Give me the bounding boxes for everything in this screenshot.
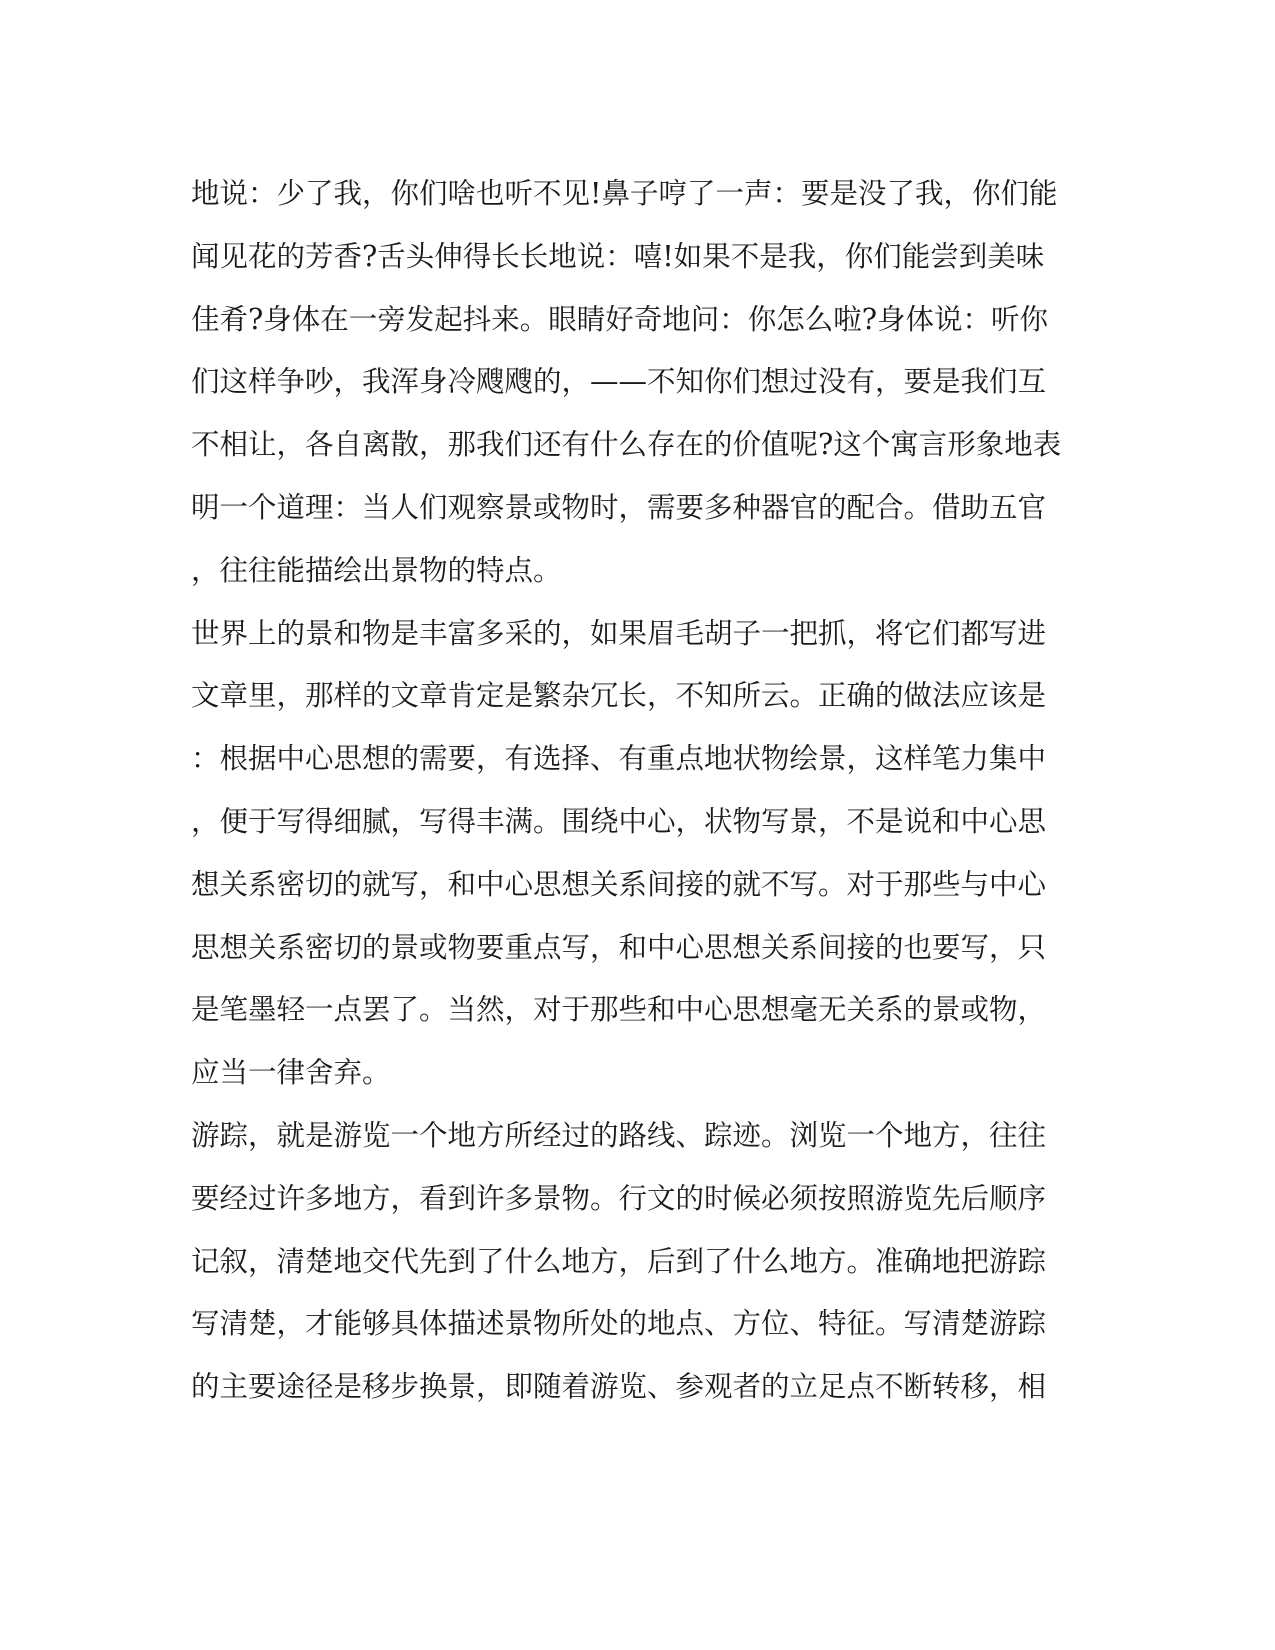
text-line: 的主要途径是移步换景，即随着游览、参观者的立足点不断转移，相: [191, 1370, 1047, 1404]
text-line: 写清楚，才能够具体描述景物所处的地点、方位、特征。写清楚游踪: [191, 1307, 1047, 1341]
text-line: ，便于写得细腻，写得丰满。围绕中心，状物写景，不是说和中心思: [191, 804, 1047, 838]
text-line: 想关系密切的就写，和中心思想关系间接的就不写。对于那些与中心: [191, 867, 1047, 901]
text-line: 明一个道理：当人们观察景或物时，需要多种器官的配合。借助五官: [191, 490, 1047, 524]
text-line: 文章里，那样的文章肯定是繁杂冗长，不知所云。正确的做法应该是: [191, 679, 1047, 713]
text-line: 们这样争吵，我浑身冷飕飕的，——不知你们想过没有，要是我们互: [191, 365, 1047, 399]
text-line: 游踪，就是游览一个地方所经过的路线、踪迹。浏览一个地方，往往: [191, 1118, 1047, 1152]
text-line: 闻见花的芳香?舌头伸得长长地说：嘻!如果不是我，你们能尝到美味: [191, 239, 1045, 273]
body-text: [191, 163, 1091, 1419]
text-line: ：根据中心思想的需要，有选择、有重点地状物绘景，这样笔力集中: [191, 742, 1047, 776]
text-line: 记叙，清楚地交代先到了什么地方，后到了什么地方。准确地把游踪: [191, 1244, 1047, 1278]
text-line: 要经过许多地方，看到许多景物。行文的时候必须按照游览先后顺序: [191, 1181, 1047, 1215]
text-line: 不相让，各自离散，那我们还有什么存在的价值呢?这个寓言形象地表: [191, 428, 1062, 462]
text-line: 是笔墨轻一点罢了。当然，对于那些和中心思想毫无关系的景或物，: [191, 993, 1047, 1027]
text-line: 应当一律舍弃。: [191, 1056, 391, 1090]
text-line: 地说：少了我，你们啥也听不见!鼻子哼了一声：要是没了我，你们能: [191, 177, 1058, 210]
text-line: ，往往能描绘出景物的特点。: [191, 553, 562, 587]
text-line: 佳肴?身体在一旁发起抖来。眼睛好奇地问：你怎么啦?身体说：听你: [191, 302, 1049, 336]
text-line: 思想关系密切的景或物要重点写，和中心思想关系间接的也要写，只: [191, 930, 1047, 964]
text-line: 世界上的景和物是丰富多采的，如果眉毛胡子一把抓，将它们都写进: [191, 616, 1047, 650]
